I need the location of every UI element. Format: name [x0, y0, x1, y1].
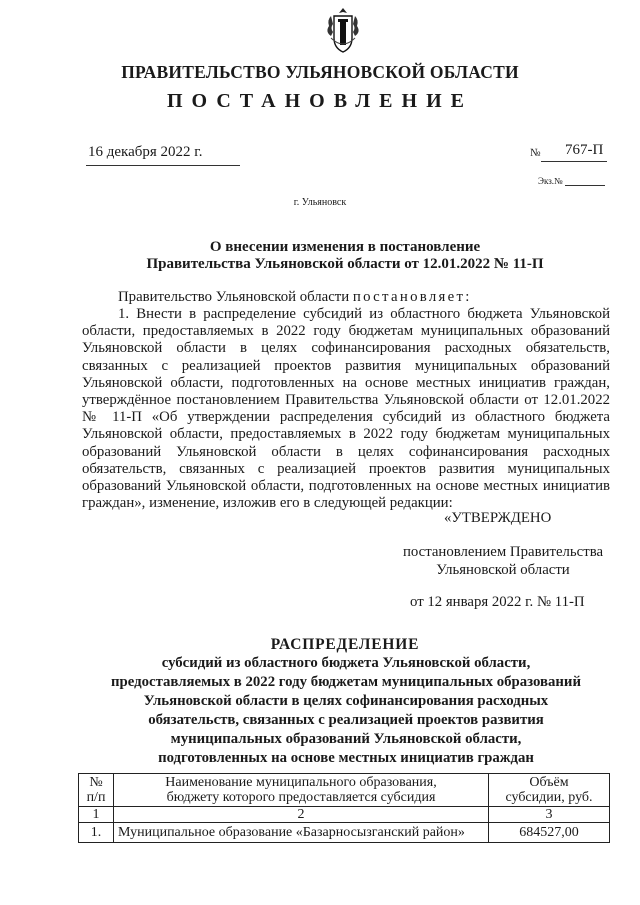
approval-line-1: постановлением Правительства [402, 544, 604, 560]
subsidy-table [78, 773, 610, 843]
index-cell: 2 [114, 807, 489, 823]
document-number: 767-П [565, 142, 604, 158]
table-header-row [79, 774, 610, 807]
distribution-line: субсидий из областного бюджета Ульяновской области, [161, 655, 531, 671]
coat-of-arms-emblem [323, 6, 363, 56]
distribution-line: Ульяновской области в целях софинансирования расходных [143, 693, 549, 709]
item-1-paragraph [82, 306, 610, 512]
number-label: № [530, 147, 541, 159]
header-amount [489, 774, 610, 807]
index-cell: 1 [79, 807, 114, 823]
header-name-line-1: Наименование муниципального образования, [165, 775, 437, 790]
government-title: ПРАВИТЕЛЬСТВО УЛЬЯНОВСКОЙ ОБЛАСТИ [121, 62, 519, 82]
subject-line-2: Правительства Ульяновской области от 12.01.2022 № 11-П [146, 256, 544, 272]
row-amount: 684527,00 [489, 823, 610, 843]
table-row [79, 823, 610, 843]
header-amount-line-2: субсидии, руб. [505, 790, 593, 805]
index-cell: 3 [489, 807, 610, 823]
distribution-subtitle [86, 654, 606, 768]
intro-paragraph [118, 289, 472, 306]
approval-line-2: Ульяновской области [436, 562, 570, 578]
subject-heading [80, 239, 610, 273]
city: г. Ульяновск [293, 197, 347, 208]
distribution-title: РАСПРЕДЕЛЕНИЕ [270, 636, 420, 653]
header-name [114, 774, 489, 807]
distribution-line: предоставляемых в 2022 году бюджетам муниципальных образований [110, 674, 581, 690]
approval-authority [398, 543, 608, 579]
date-underline [86, 165, 240, 166]
subject-line-1: О внесении изменения в постановление [209, 239, 481, 255]
distribution-line: подготовленных на основе местных инициатив граждан [158, 750, 534, 766]
approval-order-date: от 12 января 2022 г. № 11-П [410, 594, 585, 610]
intro-resolves: постановляет: [352, 289, 472, 305]
approved-stamp-text: «УТВЕРЖДЕНО [444, 510, 552, 526]
distribution-line: муниципальных образований Ульяновской области, [170, 731, 522, 747]
copy-number-underline [565, 185, 605, 186]
header-num-line-2: п/п [86, 790, 106, 805]
document-type: ПОСТАНОВЛЕНИЕ [167, 90, 473, 112]
distribution-line: обязательств, связанных с реализацией проектов развития [148, 712, 544, 728]
header-name-line-2: бюджету которого предоставляется субсидия [166, 790, 436, 805]
header-amount-line-1: Объём [529, 775, 569, 790]
header-num [79, 774, 114, 807]
intro-prefix: Правительство Ульяновской области [118, 289, 353, 305]
table-index-row [79, 807, 610, 823]
item-1-text: 1. Внести в распределение субсидий из областного бюджета Ульяновской области, предоставляемых в 2022 году бюджетам муниципальных образований Ульяновской области в целях софинансирования расходных обязательств, связанных с реализацией проектов развития муниципальных образований Ульяновской области, подготовленных на основе местных инициатив граждан, утверждённое постановлением Правительства Ульяновской области от 12.01.2022 № 11-П «Об утверждении распределения субсидий из областного бюджета Ульяновской области, предоставляемых в 2022 году бюджетам муниципальных образований Ульяновской области в целях софинансирования расходных обязательств, связанных с реализацией проектов развития муниципальных образований Ульяновской области, подготовленных на основе местных инициатив граждан», изменение, изложив его в следующей редакции: [82, 306, 610, 512]
number-underline [541, 161, 607, 162]
row-num: 1. [79, 823, 114, 843]
row-municipality: Муниципальное образование «Базарносызганский район» [114, 823, 489, 843]
copy-number-label: Экз.№ [538, 176, 563, 186]
document-date: 16 декабря 2022 г. [88, 144, 203, 160]
header-num-line-1: № [89, 775, 103, 790]
